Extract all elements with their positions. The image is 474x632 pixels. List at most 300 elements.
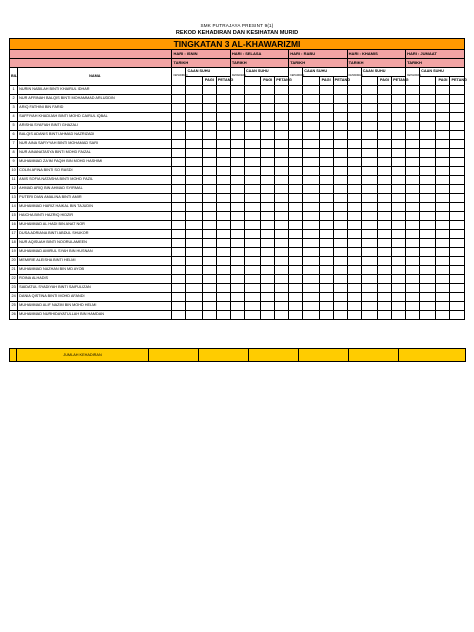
attendance-cell[interactable] [303,158,319,167]
attendance-cell[interactable] [361,221,377,230]
attendance-cell[interactable] [261,212,275,221]
attendance-cell[interactable] [303,248,319,257]
attendance-cell[interactable] [319,221,333,230]
attendance-cell[interactable] [420,284,436,293]
attendance-cell[interactable] [319,104,333,113]
attendance-cell[interactable] [319,185,333,194]
attendance-cell[interactable] [392,230,406,239]
attendance-cell[interactable] [289,293,303,302]
attendance-cell[interactable] [186,167,202,176]
attendance-cell[interactable] [244,293,260,302]
attendance-cell[interactable] [406,257,420,266]
attendance-cell[interactable] [289,230,303,239]
attendance-cell[interactable] [450,212,465,221]
attendance-cell[interactable] [392,302,406,311]
attendance-cell[interactable] [244,284,260,293]
attendance-cell[interactable] [333,302,347,311]
attendance-cell[interactable] [450,257,465,266]
attendance-cell[interactable] [436,257,450,266]
attendance-cell[interactable] [450,140,465,149]
attendance-cell[interactable] [202,131,216,140]
attendance-cell[interactable] [436,104,450,113]
attendance-cell[interactable] [216,122,230,131]
attendance-cell[interactable] [450,284,465,293]
attendance-cell[interactable] [392,311,406,320]
attendance-cell[interactable] [275,167,289,176]
attendance-cell[interactable] [420,257,436,266]
attendance-cell[interactable] [303,167,319,176]
attendance-cell[interactable] [333,185,347,194]
attendance-cell[interactable] [230,311,244,320]
attendance-cell[interactable] [319,113,333,122]
attendance-cell[interactable] [261,104,275,113]
attendance-cell[interactable] [333,239,347,248]
attendance-cell[interactable] [230,266,244,275]
attendance-cell[interactable] [172,302,186,311]
attendance-cell[interactable] [333,230,347,239]
attendance-cell[interactable] [420,221,436,230]
attendance-cell[interactable] [392,293,406,302]
attendance-cell[interactable] [172,257,186,266]
attendance-cell[interactable] [289,104,303,113]
attendance-cell[interactable] [244,248,260,257]
attendance-cell[interactable] [202,86,216,95]
attendance-cell[interactable] [303,221,319,230]
attendance-cell[interactable] [347,221,361,230]
attendance-cell[interactable] [450,176,465,185]
attendance-cell[interactable] [186,95,202,104]
attendance-cell[interactable] [172,311,186,320]
attendance-cell[interactable] [319,176,333,185]
attendance-cell[interactable] [275,86,289,95]
attendance-cell[interactable] [406,293,420,302]
attendance-cell[interactable] [275,95,289,104]
attendance-cell[interactable] [216,140,230,149]
attendance-cell[interactable] [420,275,436,284]
attendance-cell[interactable] [186,113,202,122]
attendance-cell[interactable] [172,266,186,275]
total-cell-jumaat[interactable] [349,349,399,362]
attendance-cell[interactable] [378,158,392,167]
attendance-cell[interactable] [436,275,450,284]
attendance-cell[interactable] [275,248,289,257]
attendance-cell[interactable] [261,131,275,140]
attendance-cell[interactable] [333,176,347,185]
attendance-cell[interactable] [347,86,361,95]
attendance-cell[interactable] [420,266,436,275]
attendance-cell[interactable] [230,167,244,176]
attendance-cell[interactable] [392,257,406,266]
attendance-cell[interactable] [450,275,465,284]
attendance-cell[interactable] [230,185,244,194]
attendance-cell[interactable] [378,275,392,284]
attendance-cell[interactable] [333,275,347,284]
attendance-cell[interactable] [275,302,289,311]
attendance-cell[interactable] [319,149,333,158]
attendance-cell[interactable] [436,176,450,185]
attendance-cell[interactable] [303,257,319,266]
attendance-cell[interactable] [450,239,465,248]
attendance-cell[interactable] [406,167,420,176]
attendance-cell[interactable] [303,311,319,320]
attendance-cell[interactable] [333,266,347,275]
attendance-cell[interactable] [347,302,361,311]
attendance-cell[interactable] [186,266,202,275]
attendance-cell[interactable] [202,230,216,239]
attendance-cell[interactable] [289,212,303,221]
attendance-cell[interactable] [303,104,319,113]
attendance-cell[interactable] [172,122,186,131]
attendance-cell[interactable] [361,293,377,302]
attendance-cell[interactable] [216,131,230,140]
attendance-cell[interactable] [436,293,450,302]
attendance-cell[interactable] [275,284,289,293]
attendance-cell[interactable] [333,293,347,302]
attendance-cell[interactable] [244,167,260,176]
attendance-cell[interactable] [275,194,289,203]
attendance-cell[interactable] [261,113,275,122]
attendance-cell[interactable] [361,203,377,212]
attendance-cell[interactable] [392,113,406,122]
attendance-cell[interactable] [216,302,230,311]
attendance-cell[interactable] [275,104,289,113]
attendance-cell[interactable] [378,221,392,230]
attendance-cell[interactable] [450,185,465,194]
attendance-cell[interactable] [378,95,392,104]
attendance-cell[interactable] [289,185,303,194]
attendance-cell[interactable] [378,131,392,140]
attendance-cell[interactable] [303,212,319,221]
attendance-cell[interactable] [261,140,275,149]
attendance-cell[interactable] [420,167,436,176]
attendance-cell[interactable] [230,149,244,158]
attendance-cell[interactable] [261,275,275,284]
attendance-cell[interactable] [303,140,319,149]
attendance-cell[interactable] [230,248,244,257]
attendance-cell[interactable] [392,239,406,248]
attendance-cell[interactable] [392,203,406,212]
attendance-cell[interactable] [347,149,361,158]
attendance-cell[interactable] [450,149,465,158]
attendance-cell[interactable] [244,176,260,185]
attendance-cell[interactable] [420,95,436,104]
attendance-cell[interactable] [319,122,333,131]
attendance-cell[interactable] [333,221,347,230]
attendance-cell[interactable] [450,104,465,113]
attendance-cell[interactable] [420,131,436,140]
attendance-cell[interactable] [361,257,377,266]
attendance-cell[interactable] [420,113,436,122]
attendance-cell[interactable] [172,113,186,122]
attendance-cell[interactable] [420,203,436,212]
attendance-cell[interactable] [172,230,186,239]
attendance-cell[interactable] [202,149,216,158]
attendance-cell[interactable] [289,266,303,275]
attendance-cell[interactable] [303,122,319,131]
attendance-cell[interactable] [319,248,333,257]
attendance-cell[interactable] [230,104,244,113]
attendance-cell[interactable] [450,221,465,230]
attendance-cell[interactable] [361,158,377,167]
attendance-cell[interactable] [303,149,319,158]
attendance-cell[interactable] [230,113,244,122]
attendance-cell[interactable] [216,104,230,113]
attendance-cell[interactable] [186,212,202,221]
attendance-cell[interactable] [450,248,465,257]
attendance-cell[interactable] [378,293,392,302]
attendance-cell[interactable] [450,86,465,95]
attendance-cell[interactable] [172,239,186,248]
attendance-cell[interactable] [436,212,450,221]
attendance-cell[interactable] [303,239,319,248]
attendance-cell[interactable] [172,131,186,140]
attendance-cell[interactable] [244,302,260,311]
attendance-cell[interactable] [289,149,303,158]
attendance-cell[interactable] [406,122,420,131]
attendance-cell[interactable] [436,131,450,140]
attendance-cell[interactable] [319,284,333,293]
attendance-cell[interactable] [230,302,244,311]
attendance-cell[interactable] [392,95,406,104]
attendance-cell[interactable] [303,302,319,311]
attendance-cell[interactable] [319,203,333,212]
attendance-cell[interactable] [406,158,420,167]
attendance-cell[interactable] [436,185,450,194]
attendance-cell[interactable] [244,95,260,104]
attendance-cell[interactable] [392,158,406,167]
attendance-cell[interactable] [347,140,361,149]
attendance-cell[interactable] [230,212,244,221]
attendance-cell[interactable] [202,176,216,185]
attendance-cell[interactable] [186,140,202,149]
attendance-cell[interactable] [378,212,392,221]
attendance-cell[interactable] [450,203,465,212]
attendance-cell[interactable] [420,212,436,221]
attendance-cell[interactable] [202,221,216,230]
attendance-cell[interactable] [202,293,216,302]
attendance-cell[interactable] [406,221,420,230]
attendance-cell[interactable] [347,230,361,239]
attendance-cell[interactable] [261,203,275,212]
attendance-cell[interactable] [392,149,406,158]
attendance-cell[interactable] [420,230,436,239]
attendance-cell[interactable] [378,167,392,176]
attendance-cell[interactable] [347,257,361,266]
attendance-cell[interactable] [392,185,406,194]
total-cell-isnin[interactable] [149,349,199,362]
attendance-cell[interactable] [436,311,450,320]
attendance-cell[interactable] [216,185,230,194]
attendance-cell[interactable] [216,266,230,275]
attendance-cell[interactable] [361,266,377,275]
attendance-cell[interactable] [361,176,377,185]
attendance-cell[interactable] [289,113,303,122]
attendance-cell[interactable] [289,140,303,149]
attendance-cell[interactable] [186,257,202,266]
attendance-cell[interactable] [244,149,260,158]
attendance-cell[interactable] [275,275,289,284]
attendance-cell[interactable] [216,230,230,239]
attendance-cell[interactable] [186,248,202,257]
attendance-cell[interactable] [392,131,406,140]
attendance-cell[interactable] [347,104,361,113]
attendance-cell[interactable] [303,86,319,95]
attendance-cell[interactable] [436,239,450,248]
attendance-cell[interactable] [361,95,377,104]
attendance-cell[interactable] [378,122,392,131]
attendance-cell[interactable] [378,248,392,257]
attendance-cell[interactable] [216,221,230,230]
attendance-cell[interactable] [186,230,202,239]
attendance-cell[interactable] [319,212,333,221]
attendance-cell[interactable] [347,266,361,275]
attendance-cell[interactable] [406,95,420,104]
attendance-cell[interactable] [202,122,216,131]
attendance-cell[interactable] [392,221,406,230]
attendance-cell[interactable] [172,275,186,284]
attendance-cell[interactable] [333,257,347,266]
attendance-cell[interactable] [289,248,303,257]
attendance-cell[interactable] [319,194,333,203]
attendance-cell[interactable] [333,104,347,113]
attendance-cell[interactable] [202,212,216,221]
attendance-cell[interactable] [275,221,289,230]
attendance-cell[interactable] [261,284,275,293]
attendance-cell[interactable] [436,158,450,167]
attendance-cell[interactable] [244,257,260,266]
attendance-cell[interactable] [450,293,465,302]
attendance-cell[interactable] [392,212,406,221]
attendance-cell[interactable] [186,284,202,293]
attendance-cell[interactable] [261,311,275,320]
attendance-cell[interactable] [202,266,216,275]
attendance-cell[interactable] [378,266,392,275]
attendance-cell[interactable] [202,302,216,311]
attendance-cell[interactable] [450,230,465,239]
attendance-cell[interactable] [333,122,347,131]
attendance-cell[interactable] [378,86,392,95]
attendance-cell[interactable] [172,149,186,158]
attendance-cell[interactable] [244,266,260,275]
attendance-cell[interactable] [289,86,303,95]
attendance-cell[interactable] [275,122,289,131]
attendance-cell[interactable] [275,293,289,302]
attendance-cell[interactable] [347,311,361,320]
attendance-cell[interactable] [347,167,361,176]
attendance-cell[interactable] [450,167,465,176]
attendance-cell[interactable] [261,95,275,104]
attendance-cell[interactable] [202,194,216,203]
attendance-cell[interactable] [361,194,377,203]
attendance-cell[interactable] [186,239,202,248]
attendance-cell[interactable] [216,275,230,284]
attendance-cell[interactable] [244,185,260,194]
attendance-cell[interactable] [186,104,202,113]
attendance-cell[interactable] [406,311,420,320]
attendance-cell[interactable] [420,293,436,302]
attendance-cell[interactable] [378,239,392,248]
attendance-cell[interactable] [406,266,420,275]
attendance-cell[interactable] [216,257,230,266]
attendance-cell[interactable] [347,113,361,122]
attendance-cell[interactable] [378,194,392,203]
attendance-cell[interactable] [244,221,260,230]
attendance-cell[interactable] [303,95,319,104]
attendance-cell[interactable] [378,176,392,185]
attendance-cell[interactable] [186,176,202,185]
attendance-cell[interactable] [361,104,377,113]
attendance-cell[interactable] [392,104,406,113]
attendance-cell[interactable] [261,239,275,248]
attendance-cell[interactable] [347,176,361,185]
attendance-cell[interactable] [186,185,202,194]
attendance-cell[interactable] [172,176,186,185]
attendance-cell[interactable] [289,257,303,266]
total-cell-selasa[interactable] [199,349,249,362]
attendance-cell[interactable] [289,275,303,284]
attendance-cell[interactable] [378,311,392,320]
attendance-cell[interactable] [275,311,289,320]
attendance-cell[interactable] [186,158,202,167]
attendance-cell[interactable] [186,302,202,311]
attendance-cell[interactable] [289,221,303,230]
attendance-cell[interactable] [406,140,420,149]
attendance-cell[interactable] [420,176,436,185]
attendance-cell[interactable] [406,149,420,158]
attendance-cell[interactable] [172,167,186,176]
attendance-cell[interactable] [216,149,230,158]
attendance-cell[interactable] [261,176,275,185]
attendance-cell[interactable] [275,149,289,158]
attendance-cell[interactable] [275,113,289,122]
attendance-cell[interactable] [261,149,275,158]
attendance-cell[interactable] [406,212,420,221]
attendance-cell[interactable] [333,140,347,149]
attendance-cell[interactable] [450,302,465,311]
attendance-cell[interactable] [450,95,465,104]
attendance-cell[interactable] [406,113,420,122]
attendance-cell[interactable] [289,311,303,320]
attendance-cell[interactable] [186,194,202,203]
attendance-cell[interactable] [289,194,303,203]
attendance-cell[interactable] [420,149,436,158]
attendance-cell[interactable] [186,311,202,320]
attendance-cell[interactable] [406,203,420,212]
attendance-cell[interactable] [244,311,260,320]
attendance-cell[interactable] [420,122,436,131]
attendance-cell[interactable] [230,194,244,203]
attendance-cell[interactable] [450,122,465,131]
attendance-cell[interactable] [244,158,260,167]
attendance-cell[interactable] [186,122,202,131]
attendance-cell[interactable] [392,140,406,149]
attendance-cell[interactable] [172,284,186,293]
attendance-cell[interactable] [406,86,420,95]
attendance-cell[interactable] [230,221,244,230]
attendance-cell[interactable] [347,284,361,293]
attendance-cell[interactable] [420,248,436,257]
attendance-cell[interactable] [392,284,406,293]
attendance-cell[interactable] [230,230,244,239]
attendance-cell[interactable] [303,293,319,302]
attendance-cell[interactable] [172,221,186,230]
attendance-cell[interactable] [216,311,230,320]
attendance-cell[interactable] [361,149,377,158]
attendance-cell[interactable] [406,230,420,239]
attendance-cell[interactable] [436,221,450,230]
attendance-cell[interactable] [378,203,392,212]
attendance-cell[interactable] [333,149,347,158]
